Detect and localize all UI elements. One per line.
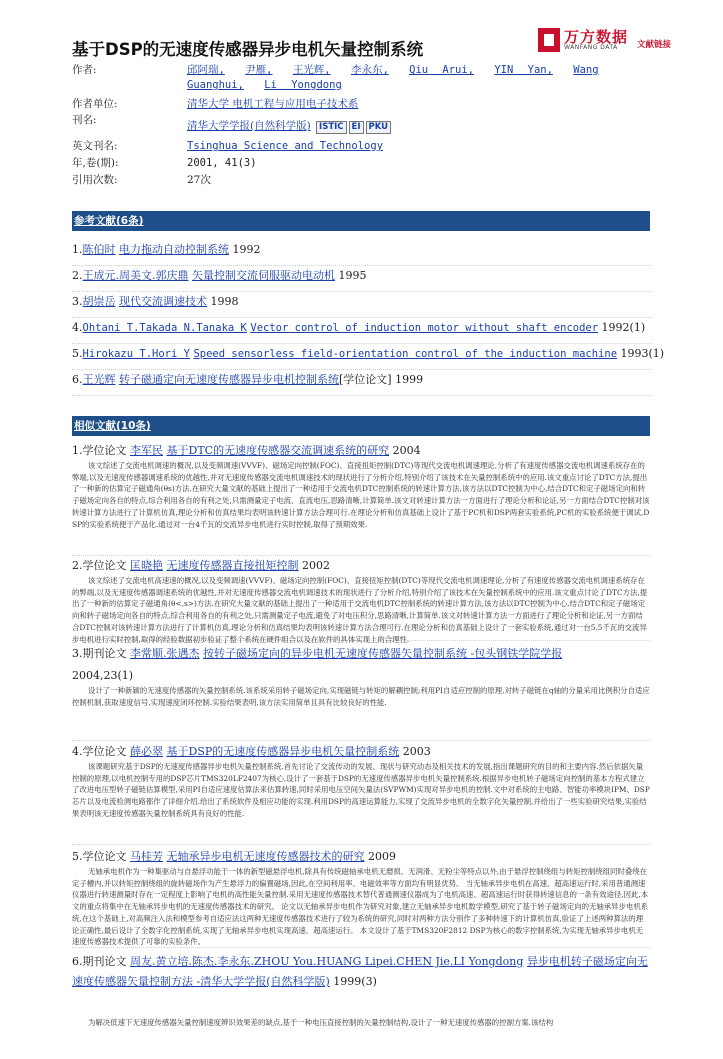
similar-authors[interactable]: 李常顺.张遇杰 [130,647,200,660]
ref-authors[interactable]: 王成元.周美文.郭庆鼎 [82,269,189,282]
logo-en: WANFANG DATA [564,44,618,51]
author-link[interactable]: 李永东, [350,64,389,76]
ref-authors[interactable]: 王光辉 [82,373,116,386]
similar-authors[interactable]: 马桂芳 [130,850,163,863]
similar-year: 2004 [389,444,421,457]
similar-number: 5. [72,850,83,863]
ref-authors[interactable]: Hirokazu T.Hori Y [82,348,190,360]
ref-number: 4. [72,321,83,334]
similar-abstract: 该文综述了交流电机调速的概况,以及变频调速(VVVF)、磁场定向控制(FOC)、直接扭矩控制(DTC)等现代交流电机调速理论,分析了有速度传感器交流电机调速系统存在的弊端,以及无速度传感器调速系统的优越性,并对无速度传感器交流电机调速技术的现状进行了分析介绍,特别介绍了该技术在矢量控制系统中的应用.该文重点讨论了DTC方法,提出了一种新的估算定子磁通角(θs)方法.在研究大量文献的基础上提出了一种适用于交流电机DTC控制系统的转速计算方法,该方法以DTC控制为中心,结合DTC和定子磁场定向和转子磁场定向各自的特点,综合利用各自的有利之处,只需测量定子电流、直流电压,思路清晰,计算简单.该文对转速计算方法一方面进行了理论分析和论证,另一方面结合DTC控制对该转速计算方法进行了计算机仿真,理论分析和仿真结果均表明该转速计算方法合理可行.在理论分析和仿真基础上设计了基于PC机和DSP两套实验系统,PC机的实验系统便于调试,DSP的实验系统便于产品化.通过对一台4千瓦的交流异步电机进行实时控制,取得了预期效果. [72,460,650,556]
doc-link-label: 文献链接 [637,40,672,50]
similar-item-head [72,952,652,992]
similar-year: 2002 [298,559,330,572]
ref-title[interactable]: 矢量控制交流伺服驱动电动机 [192,269,335,282]
similar-title[interactable]: 按转子磁场定向的异步电机无速度传感器矢量控制系统 [203,647,467,660]
similar-abstract: 该文综述了交流电机高速速的概况,以及变频调速(VVVF)、磁场定向控制(FOC)、直接扭矩控制(DTC)等现代交流电机调速理论,分析了有速度传感器交流电机调速系统存在的弊端,以及无速度传感器调速系统的优越性,并对无速度传感器交流电机调速技术的现状进行了分析介绍,特别介绍了该技术在矢量控制系统中的应用.该文重点讨论了DTC方法,提出了一种新的估算定子磁通角(θ<,s>)方法.在研究大量文献的基础上提出了一种适用于交流电机DTC控制系统的转速计算方法,该方法以DTC控制为中心,结合DTC和定子磁场定向和转子磁场定向各自的特点,综合利用各自的有利之处,只需测量定子电流,避免了对电压积分,思路清晰,计算简单.该文对转速计算方法一方面进行了理论分析和论证,另一方面结合DTC控制对该转速计算方法进行了计算机仿真,理论分析和仿真结果均表明该转速计算方法合理可行.在理论分析和仿真基础上设计了一套实验系统,通过对一台5.5千瓦的交流异步电机进行实时控制,取得的经验数据初步验证了整个系统在硬件组合以及在软件的具体实现上的合理性. [72,575,650,641]
similar-item-head [72,558,330,574]
similar-abstract: 设计了一种新颖的无速度传感器的矢量控制系统.该系统采用转子磁场定向,实现磁链与转矩的解耦控制;利用PI自适应控制的原理,对转子磁链在q轴的分量采用比例积分自适应控制机制,获取速度信号,实现速度闭环控制.实验结果表明,该方法实用简单且具有比较良好的性能. [72,685,650,741]
year-value: 2001, 41(3) [187,157,257,169]
ref-year: 1992(1) [598,321,646,334]
similar-number: 3. [72,647,83,660]
similar-type: 学位论文 [82,850,127,863]
ref-number: 1. [72,243,83,256]
similar-type: 学位论文 [82,745,127,758]
wanfang-logo-icon [538,28,560,52]
similar-title[interactable]: 无轴承异步电机无速度传感器技术的研究 [166,850,365,863]
similar-number: 2. [72,559,83,572]
ref-authors[interactable]: Ohtani T.Takada N.Tanaka K [82,322,247,334]
similar-authors[interactable]: 薛必翠 [130,745,163,758]
author-link[interactable]: 尹雁, [245,64,273,76]
similar-venue[interactable]: -包头钢铁学院学报 [467,647,563,660]
author-link[interactable]: 邱阿瑞, [187,64,225,76]
logo-cn: 万方数据 [564,28,629,46]
ref-title[interactable]: Speed sensorless field-orientation control of the induction machine [193,348,618,360]
similar-authors[interactable]: 周友.黄立培.陈杰.李永东.ZHOU You.HUANG Lipei.CHEN Jie.LI Yongdong [130,955,524,968]
similar-abstract: 为解决低速下无速度传感器矢量控制速度辨识效果差的缺点,基于一种电压直接控制的矢量控制结构,设计了一种无速度传感器的控制方案.该结构 [88,1018,554,1027]
similar-type: 期刊论文 [82,955,127,968]
similar-title[interactable]: 无速度传感器直接扭矩控制 [166,559,299,572]
author-link[interactable]: Qiu Arui, [409,64,475,76]
ref-authors[interactable]: 陈伯时 [82,243,116,256]
reference-item [72,372,652,396]
similar-number: 4. [72,745,83,758]
ref-year: [学位论文] 1999 [339,373,424,386]
similar-title[interactable]: 异步电机转子磁场定向无速度传感器矢量控制方法 [72,955,648,988]
similar-authors[interactable]: 匡晓艳 [130,559,163,572]
ref-authors[interactable]: 胡崇岳 [82,295,116,308]
journal-link[interactable]: 清华大学学报(自然科学版) [187,120,311,132]
journal-en-label: 英文刊名: [72,140,118,152]
similar-item-head [72,849,396,865]
similar-item-head [72,443,421,459]
cited-label: 引用次数: [72,174,118,186]
ref-title[interactable]: 电力拖动自动控制系统 [119,243,229,256]
ref-year: 1992 [229,243,261,256]
ref-number: 6. [72,373,83,386]
similar-year: 2009 [364,850,396,863]
ref-title[interactable]: 现代交流调速技术 [119,295,207,308]
similar-item-head [72,744,431,760]
authors-label: 作者: [72,64,97,76]
similar-type: 学位论文 [82,444,127,457]
ref-number: 5. [72,347,83,360]
ref-title[interactable]: 转子磁通定向无速度传感器异步电机控制系统 [119,373,339,386]
similar-issue: 1999(3) [333,975,377,988]
ref-year: 1995 [335,269,367,282]
ref-year: 1998 [207,295,239,308]
similar-authors[interactable]: 李军民 [130,444,163,457]
author-link[interactable]: YIN Yan, [494,64,553,76]
reference-item [72,320,652,344]
istic-badge[interactable]: ISTIC [316,121,346,134]
similar-number: 1. [72,444,83,457]
ref-title[interactable]: Vector control of induction motor without shaft encoder [250,322,599,334]
author-link[interactable]: 王光辉, [292,64,331,76]
cited-value: 27次 [187,174,211,186]
similar-venue[interactable]: -清华大学学报(自然科学版) [193,975,330,988]
author-list [187,63,627,93]
wanfang-logo[interactable] [538,28,684,54]
similar-year: 2003 [399,745,431,758]
references-header[interactable]: 参考文献(6条) [72,211,650,231]
ref-year: 1993(1) [617,347,665,360]
similar-title[interactable]: 基于DTC的无速度传感器交流调速系统的研究 [166,444,390,457]
ei-badge[interactable]: EI [349,121,364,134]
author-link[interactable]: Li Yongdong [264,79,342,91]
reference-item [72,268,652,292]
similar-abstract: 该课题研究基于DSP的无速度传感器异步电机矢量控制系统.首先讨论了交流传动的发展、现状与研究动态及相关技术的发展,指出课题研究的目的和主要内容.然后依据矢量控制的原理,以电机控制专用的DSP芯片TMS320LF2407为核心,设计了一套基于DSP的无速度传感器异步电机矢量控制系统.根据异步电机转子磁场定向控制的基本方程式建立了改进电压型转子磁链估算模型,采用PI自适应速度估算法来估算转速,同时采用电压空间矢量法(SVPWM)实现对异步电机的控制.文中对系统的主电路、智能功率模块IPM、DSP芯片以及电流检测电路都作了详细介绍.给出了系统软件及相应功能的实现.利用DSP的高速运算能力,实现了交流异步电机的全数字化矢量控制,并给出了一些实验研究结果,实验结果表明该无速度传感器矢量控制系统具有良好的性能. [72,761,650,845]
similar-item-head [72,646,562,662]
author-link[interactable]: Wang Guanghui, [187,64,599,91]
similar-header[interactable]: 相似文献(10条) [72,416,650,436]
journal-value [187,119,391,134]
similar-number: 6. [72,955,83,968]
similar-issue: 2004,23(1) [72,669,134,682]
reference-item [72,346,665,370]
page-title: 基于DSP的无速度传感器异步电机矢量控制系统 [72,40,424,59]
ref-number: 2. [72,269,83,282]
reference-item [72,294,652,318]
pku-badge[interactable]: PKU [366,121,392,134]
ref-number: 3. [72,295,83,308]
affiliation-link[interactable]: 清华大学 电机工程与应用电子技术系 [187,98,359,110]
similar-title[interactable]: 基于DSP的无速度传感器异步电机矢量控制系统 [166,745,400,758]
reference-item [72,242,652,266]
similar-type: 期刊论文 [82,647,127,660]
journal-en-link[interactable]: Tsinghua Science and Technology [187,140,383,152]
similar-abstract: 无轴承电机作为一种集驱动与自悬浮功能于一体的新型磁悬浮电机,除具有传统磁轴承电机无磨损、无润滑、无粉尘等特点以外,由于悬浮控制绕组与转矩控制绕组同时叠绕在定子槽内,并以转矩控制绕组的旋转磁场作为产生悬浮力的偏置磁场,因此,在空间利用率、电磁效率等方面均有明显优势。 当无轴承异步电机在高速、超高速运行时,采用普通测速仪器进行转速测量时存在一定程度上影响了电机的高性能矢量控制.采用无速度传感器技术替代普通测速仪器成为了电机高速、超高速运行时获得转速信息的一条有效途径,因此,本文的重点将集中在无轴承异步电机的无速度传感器技术的研究。 论文以无轴承异步电机作为研究对象,建立无轴承异步电机数学模型,研究了基于转子磁场定向的无轴承异步电机系统,在这个基础上,对高频注入法和模型参考自适应法这两种无速度传感器技术进行了较为系统的研究,同时对两种方法分别作了多种转速下的计算机仿真,验证了上述两种算法的理论正确性,最后设计了全数字化控制系统,实现了无轴承异步电机实现高速、超高速运行。 本文设计了基于TMS320F2812 DSP为核心的数字控制系统,为实现无轴承异步电机无速度传感器技术提供了可靠的实验条件。 [72,867,649,947]
journal-label: 刊名: [72,114,97,126]
similar-type: 学位论文 [82,559,127,572]
year-label: 年,卷(期): [72,157,119,169]
affiliation-label: 作者单位: [72,98,118,110]
